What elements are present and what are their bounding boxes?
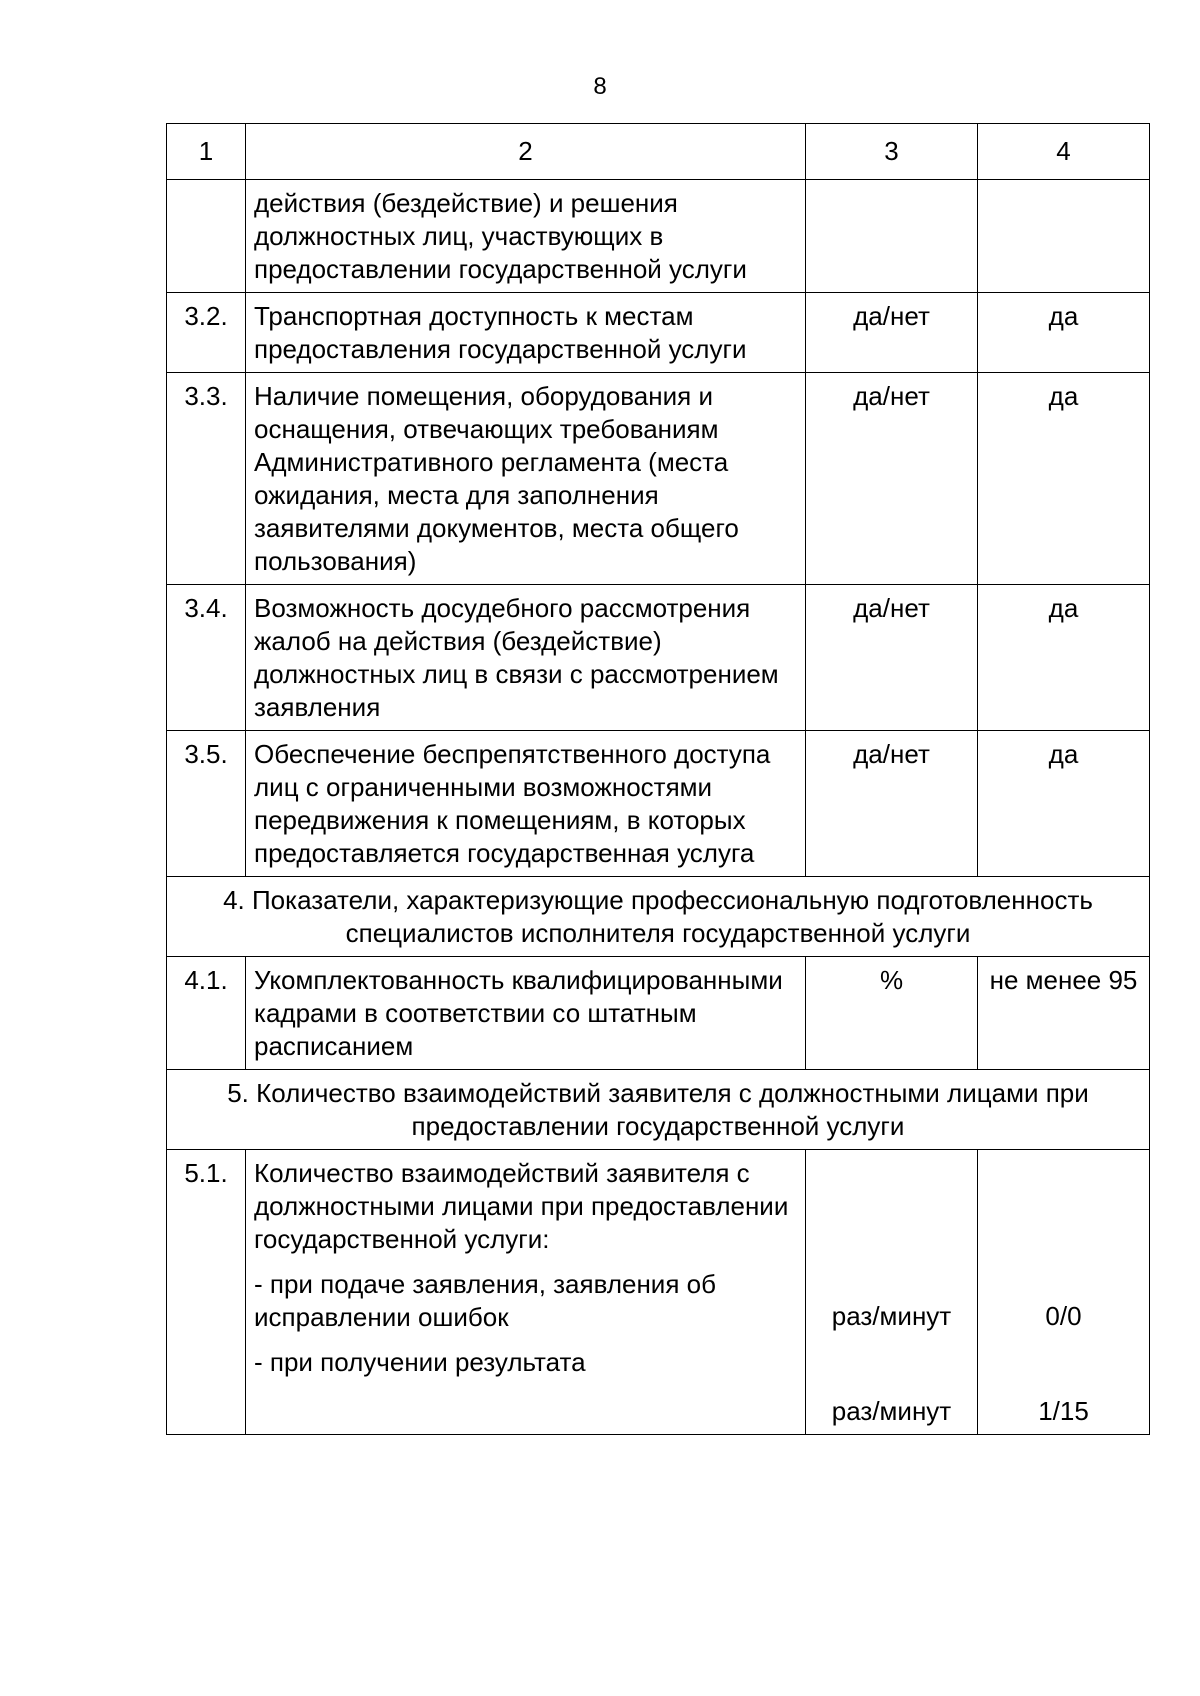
section-5-heading: 5. Количество взаимодействий заявителя с должностными лицами при предоставлении государственной услуги bbox=[167, 1070, 1150, 1150]
row-unit: да/нет bbox=[806, 373, 978, 585]
row-description: действия (бездействие) и решения должностных лиц, участвующих в предоставлении государственной услуги bbox=[246, 180, 806, 293]
table-row bbox=[167, 1150, 1150, 1435]
row-subitem-submission: - при подаче заявления, заявления об исправлении ошибок bbox=[254, 1269, 716, 1332]
row-description: Укомплектованность квалифицированными кадрами в соответствии со штатным расписанием bbox=[246, 957, 806, 1070]
row-number: 3.3. bbox=[167, 373, 246, 585]
row-description: Наличие помещения, оборудования и оснащения, отвечающих требованиям Административного регламента (места ожидания, места для заполнения заявителями документов, места общего пользования) bbox=[246, 373, 806, 585]
section-row bbox=[167, 1070, 1150, 1150]
header-col-2: 2 bbox=[246, 124, 806, 180]
row-value: да bbox=[978, 731, 1150, 877]
table-row bbox=[167, 293, 1150, 373]
row-unit-result: раз/минут bbox=[831, 1396, 952, 1426]
page-number: 8 bbox=[593, 73, 607, 100]
section-row bbox=[167, 877, 1150, 957]
row-number: 3.5. bbox=[167, 731, 246, 877]
row-unit bbox=[806, 1150, 978, 1435]
row-description: Возможность досудебного рассмотрения жалоб на действия (бездействие) должностных лиц в связи с рассмотрением заявления bbox=[246, 585, 806, 731]
row-unit-submission: раз/минут bbox=[831, 1301, 952, 1331]
row-number: 5.1. bbox=[167, 1150, 246, 1435]
row-subitem-result: - при получении результата bbox=[254, 1347, 586, 1377]
table-row bbox=[167, 957, 1150, 1070]
row-number: 3.2. bbox=[167, 293, 246, 373]
row-value: да bbox=[978, 585, 1150, 731]
table-row bbox=[167, 731, 1150, 877]
row-value-result: 1/15 bbox=[1038, 1396, 1089, 1426]
table-row bbox=[167, 180, 1150, 293]
row-number: 3.4. bbox=[167, 585, 246, 731]
row-unit: да/нет bbox=[806, 731, 978, 877]
header-col-4: 4 bbox=[978, 124, 1150, 180]
row-description: Транспортная доступность к местам предоставления государственной услуги bbox=[246, 293, 806, 373]
row-value: да bbox=[978, 293, 1150, 373]
row-intro-text: Количество взаимодействий заявителя с должностными лицами при предоставлении государственной услуги: bbox=[254, 1158, 789, 1254]
row-unit: да/нет bbox=[806, 293, 978, 373]
row-value-submission: 0/0 bbox=[1045, 1301, 1082, 1331]
header-col-3: 3 bbox=[806, 124, 978, 180]
section-4-heading: 4. Показатели, характеризующие профессиональную подготовленность специалистов исполнителя государственной услуги bbox=[167, 877, 1150, 957]
header-col-1: 1 bbox=[167, 124, 246, 180]
table-row bbox=[167, 373, 1150, 585]
indicators-table bbox=[166, 123, 1150, 1435]
row-number: 4.1. bbox=[167, 957, 246, 1070]
row-unit: % bbox=[806, 957, 978, 1070]
table-row bbox=[167, 585, 1150, 731]
row-unit: да/нет bbox=[806, 585, 978, 731]
row-value: не менее 95 bbox=[978, 957, 1150, 1070]
row-description bbox=[246, 1150, 806, 1435]
row-number bbox=[167, 180, 246, 293]
row-description: Обеспечение беспрепятственного доступа лиц с ограниченными возможностями передвижения к помещениям, в которых предоставляется государственная услуга bbox=[246, 731, 806, 877]
row-value: да bbox=[978, 373, 1150, 585]
row-value bbox=[978, 1150, 1150, 1435]
row-value bbox=[978, 180, 1150, 293]
row-unit bbox=[806, 180, 978, 293]
table-header-row bbox=[167, 124, 1150, 180]
